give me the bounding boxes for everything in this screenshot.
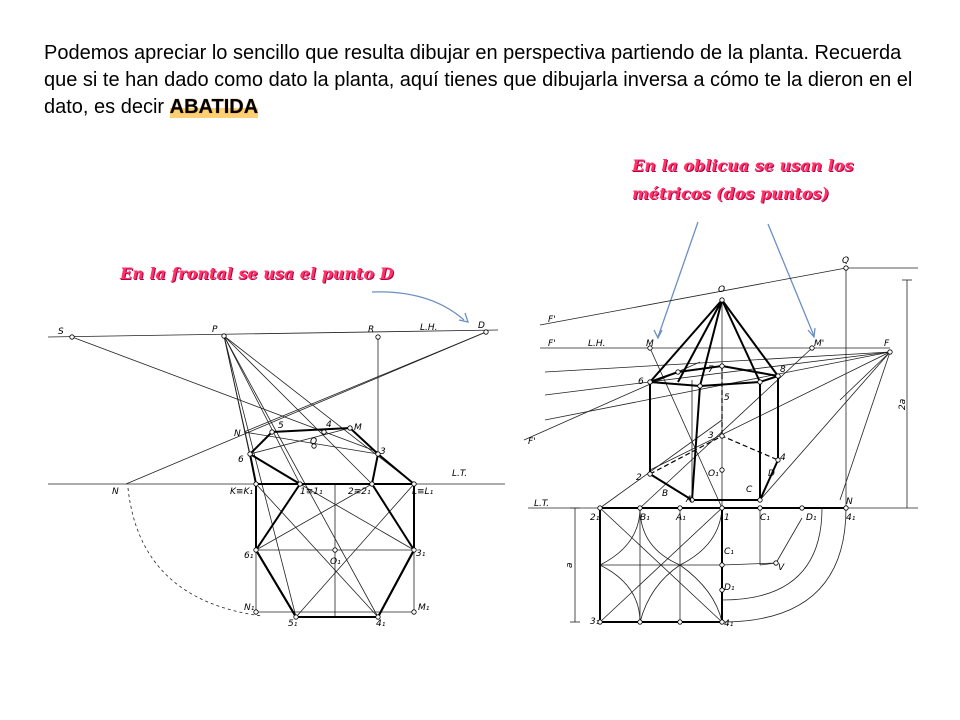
label-N1: N bbox=[112, 487, 119, 497]
label-4-1-bottom: 4₁ bbox=[724, 619, 734, 629]
label-LH: L.H. bbox=[420, 323, 438, 333]
label-4-1: 4₁ bbox=[376, 619, 386, 629]
label-4: 4 bbox=[326, 420, 332, 430]
label-8: 8 bbox=[780, 365, 786, 375]
label-4-1-right: 4₁ bbox=[846, 513, 856, 523]
oblique-arrow-right bbox=[768, 224, 814, 336]
oblique-perspective-drawing bbox=[524, 268, 918, 622]
label-M-right: M bbox=[646, 339, 654, 349]
label-F1: F' bbox=[548, 315, 556, 325]
label-F: F bbox=[884, 339, 890, 349]
label-A: A bbox=[686, 495, 693, 505]
label-2a: 2a bbox=[898, 398, 908, 410]
label-D: D bbox=[478, 321, 485, 331]
callout-arrows bbox=[372, 222, 815, 338]
label-5: 5 bbox=[278, 421, 284, 431]
oblique-note-line1: En la oblicua se usan los bbox=[632, 156, 854, 175]
frontal-note: En la frontal se usa el punto D bbox=[120, 264, 394, 283]
label-3: 3 bbox=[380, 447, 386, 457]
label-N1-bottom: N₁ bbox=[244, 603, 255, 613]
intro-text: Podemos apreciar lo sencillo que resulta dibujar en perspectiva partiendo de la planta. Recuerda que si te han dado como dato la planta, aquí tienes que dibujarla inversa a cómo te la dieron en el dato, es decir bbox=[44, 42, 913, 118]
label-A-1: A₁ bbox=[676, 513, 686, 523]
label-F3: F' bbox=[528, 437, 536, 447]
label-D-1: D₁ bbox=[806, 513, 817, 523]
label-D-right: D bbox=[768, 469, 775, 479]
label-S: S bbox=[58, 327, 64, 337]
label-Mp: M' bbox=[814, 339, 825, 349]
label-M-1: M₁ bbox=[418, 603, 430, 613]
label-7: 7 bbox=[708, 365, 714, 375]
oblique-arrowhead-left bbox=[654, 330, 662, 338]
label-B: B bbox=[662, 489, 669, 499]
oblique-note-line2: métricos (dos puntos) bbox=[632, 184, 830, 203]
label-O-apex: O bbox=[718, 285, 726, 295]
left-labels bbox=[58, 321, 485, 629]
label-4-right: 4 bbox=[780, 453, 786, 463]
label-3-1: 3₁ bbox=[416, 549, 426, 559]
label-6: 6 bbox=[238, 455, 244, 465]
label-5-1: 5₁ bbox=[288, 619, 298, 629]
abatida-highlight: ABATIDA bbox=[169, 96, 259, 118]
label-C-1-vert: C₁ bbox=[724, 547, 734, 557]
label-2-1: 2₁ bbox=[590, 513, 600, 523]
label-6-right: 6 bbox=[638, 377, 644, 387]
label-C: C bbox=[746, 485, 753, 495]
label-F2: F' bbox=[548, 339, 556, 349]
label-C-1: C₁ bbox=[760, 513, 770, 523]
label-2-right: 2 bbox=[636, 473, 642, 483]
label-1: 1≡1₁ bbox=[300, 487, 323, 497]
label-Q: Q bbox=[842, 256, 850, 266]
label-LH-right: L.H. bbox=[588, 339, 606, 349]
label-O-1: O₁ bbox=[330, 557, 341, 567]
label-L: L≡L₁ bbox=[412, 487, 434, 497]
frontal-perspective-drawing bbox=[48, 330, 505, 617]
label-M: M bbox=[354, 423, 362, 433]
label-V: V bbox=[778, 563, 785, 573]
label-K: K≡K₁ bbox=[230, 487, 253, 497]
label-6-1: 6₁ bbox=[244, 551, 254, 561]
label-N: N bbox=[234, 429, 241, 439]
label-3-1-right: 3₁ bbox=[590, 617, 600, 627]
oblique-arrow-left bbox=[658, 222, 698, 337]
frontal-arrow bbox=[372, 292, 464, 320]
label-1-right: 1 bbox=[724, 513, 730, 523]
label-D-1-vert: D₁ bbox=[724, 583, 735, 593]
label-R: R bbox=[368, 325, 375, 335]
label-B-1: B₁ bbox=[640, 513, 650, 523]
label-a: a bbox=[565, 562, 575, 568]
label-LT-right: L.T. bbox=[534, 499, 550, 509]
label-2: 2≡2₁ bbox=[348, 487, 371, 497]
label-O: O bbox=[310, 437, 318, 447]
label-3-right: 3 bbox=[708, 431, 714, 441]
label-O1-right: O₁ bbox=[708, 469, 719, 479]
label-5-right: 5 bbox=[724, 393, 730, 403]
label-LT: L.T. bbox=[452, 469, 468, 479]
label-P: P bbox=[212, 325, 218, 335]
label-N-right: N bbox=[846, 497, 853, 507]
